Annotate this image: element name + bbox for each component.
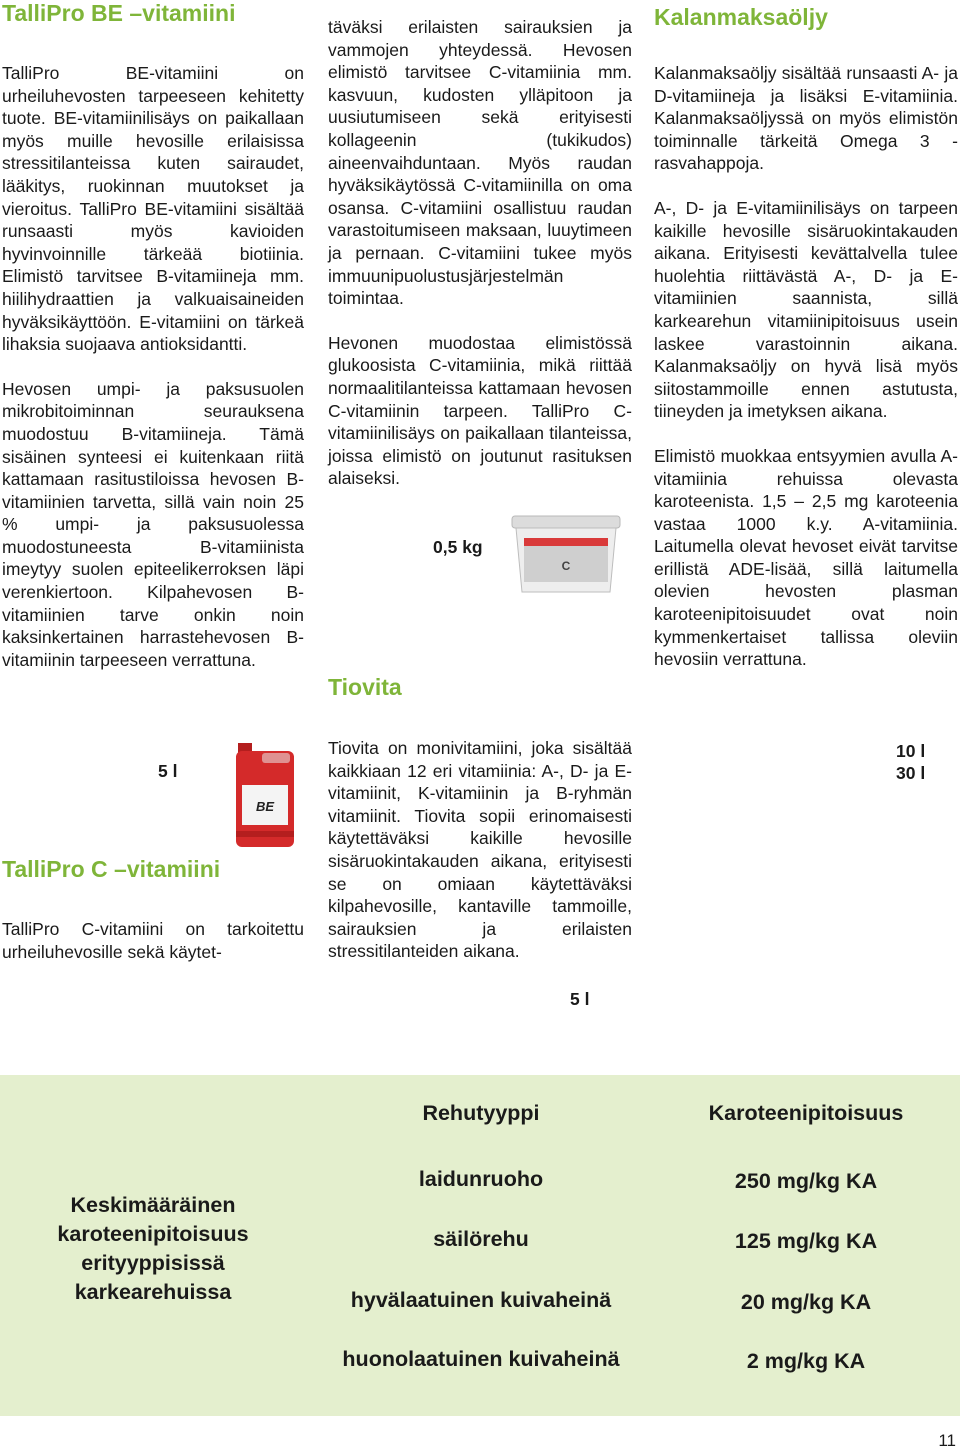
table-header-carotene: Karoteenipitoisuus [708,1101,904,1125]
c-vitamin-heading: TalliPro C –vitamiini [2,856,221,882]
be-vitamin-paragraph-1: TalliPro BE-vitamiini on urheiluhevosten tarpeeseen kehitetty tuote. BE-vitamiinilisäys on paikallaan myös muille hevosille erilaisissa stressitilanteissa kuten sairaudet, lääkitys, ruokinnan muutokset ja vieroitus. TalliPro BE-vitamiini sisältää runsaasti myös kavioiden hyvinvoinnille tärkeää biotiinia. Elimistö tarvitsee B-vitamiineja mm. hiilihydraattien ja valkuaisaineiden hyväksikäyttöön. E-vitamiini on tärkeä lihaksia suojaava antioksidantti. [2,63,304,355]
be-vitamin-heading: TalliPro BE –vitamiini [2,0,236,26]
table-row-carotene: 20 mg/kg KA [740,1290,872,1314]
table-header-feed: Rehutyyppi [422,1101,540,1125]
tiovita-paragraph: Tiovita on monivitamiini, joka sisältää kaikkiaan 12 eri vitamiinia: A-, D- ja E-vitamiinit, K-vitamiinin ja B-ryhmän vitamiinit. Tiovita sopii erinomaisesti käytettäväksi kaikille hevosille sisäruokintakauden aikana, erityisesti se on omiaan käytettäväksi kilpahevosille, kantaville tammoille, sairauksien ja erilaisten stressitilanteiden aikana. [328,738,632,962]
c-vitamin-paragraph-1: TalliPro C-vitamiini on tarkoitettu urheiluhevosille sekä käytet- [2,919,304,962]
cod-liver-oil-size-label-1: 10 l [896,741,926,761]
c-vitamin-text-continued [328,16,632,490]
table-row-feed: hyvälaatuinen kuivaheinä [350,1288,612,1312]
cod-liver-oil-heading: Kalanmaksaöljy [654,4,828,30]
be-vitamin-size-label: 5 l [158,761,178,781]
cod-liver-oil-paragraph-2: A-, D- ja E-vitamiinilisäys on tarpeen kaikille hevosille sisäruokintakauden aikana. Erityisesti kevättalvella tulee huolehtia riittävästä A-, D- ja E-vitamiinien saannista, sillä karkearehun vitamiinipitoisuus usein laskee varastoinnin aikana. Kalanmaksaöljy on hyvä lisä myös siitostammoille ennen astutusta, tiineyden ja imetyksen aikana. [654,197,958,422]
table-row-feed: laidunruoho [418,1167,544,1191]
cod-liver-oil-size-label-2: 30 l [896,763,926,783]
be-vitamin-text [2,62,304,671]
table-row-carotene: 2 mg/kg KA [746,1349,866,1373]
c-vitamin-paragraph-3: Hevonen muodostaa elimistössä glukoosista C-vitamiinia, mikä riittää normaalitilanteissa kattamaan hevosen C-vitamiinin tarpeen. TalliPro C-vitamiinilisäys on paikallaan tilanteissa, joissa elimistö on joutunut rasituksen alaiseksi. [328,332,632,489]
svg-text:BE: BE [255,799,275,814]
table-row-feed: säilörehu [433,1227,529,1251]
cod-liver-oil-paragraph-3: Elimistö muokkaa entsyymien avulla A-vitamiinia rehuissa olevasta karoteenista. 1,5 – 2,5 mg karoteenia vastaa 1000 k.y. A-vitamiinia. Laitumella olevat hevoset eivät tarvitse erillistä ADE-lisää, sillä laitumella olevien hevosten plasman karoteenipitoisuudet ovat noin kymmenkertaiset tallissa oleviin hevosiin verrattuna. [654,445,958,670]
cod-liver-oil-text [654,62,958,671]
be-vitamin-paragraph-2: Hevosen umpi- ja paksusuolen mikrobitoiminnan seurauksena muodostuu B-vitamiineja. Tämä sisäinen synteesi ei kuitenkaan riitä kattamaan rasitustiloissa hevosen B-vitamiinien tarvetta, sillä vain noin 25 % umpi- ja paksusuolessa muodostuneesta B-vitamiinista imeytyy suolen epiteelikerroksen läpi verenkiertoon. Kilpahevosen B-vitamiinien tarve onkin noin kaksinkertainen harrastehevosen B-vitamiinin tarpeeseen verrattuna. [2,378,304,670]
c-vitamin-bucket-image [510,514,622,596]
table-row-carotene: 125 mg/kg KA [734,1229,878,1253]
be-vitamin-canister-image [230,735,300,850]
bucket-label-text: C [561,559,571,573]
table-row-feed: huonolaatuinen kuivaheinä [342,1347,620,1371]
c-vitamin-size-label: 0,5 kg [433,537,483,557]
cod-liver-oil-paragraph-1: Kalanmaksaöljy sisältää runsaasti A- ja D-vitamiineja ja lisäksi E-vitamiinia. Kalanmaksaöljyssä on myös elimistön toiminnalle tärkeitä Omega 3 -rasvahappoja. [654,63,958,174]
tiovita-heading: Tiovita [328,674,402,700]
tiovita-text [328,737,632,963]
table-row-carotene: 250 mg/kg KA [734,1169,878,1193]
tiovita-size-label: 5 l [570,989,590,1009]
c-vitamin-text-start [2,918,304,963]
page-number: 11 [938,1431,956,1450]
table-side-label: Keskimääräinen karoteenipitoisuus erityyppisissä karkearehuissa [57,1193,249,1304]
c-vitamin-paragraph-2: täväksi erilaisten sairauksien ja vammojen yhteydessä. Hevosen elimistö tarvitsee C-vitamiinia mm. kasvuun, kudosten ylläpitoon ja uusiutumiseen sekä erityisesti kollageenin (tukikudos) aineenvaihduntaan. Myös raudan hyväksikäytössä C-vitamiinilla on oma osansa. C-vitamiini osallistuu raudan varastoitumiseen maksaan, luuytimeen ja pernaan. C-vitamiini tukee myös immuunipuolustusjärjestelmän toimintaa. [328,17,632,309]
carotene-table [0,1075,960,1416]
